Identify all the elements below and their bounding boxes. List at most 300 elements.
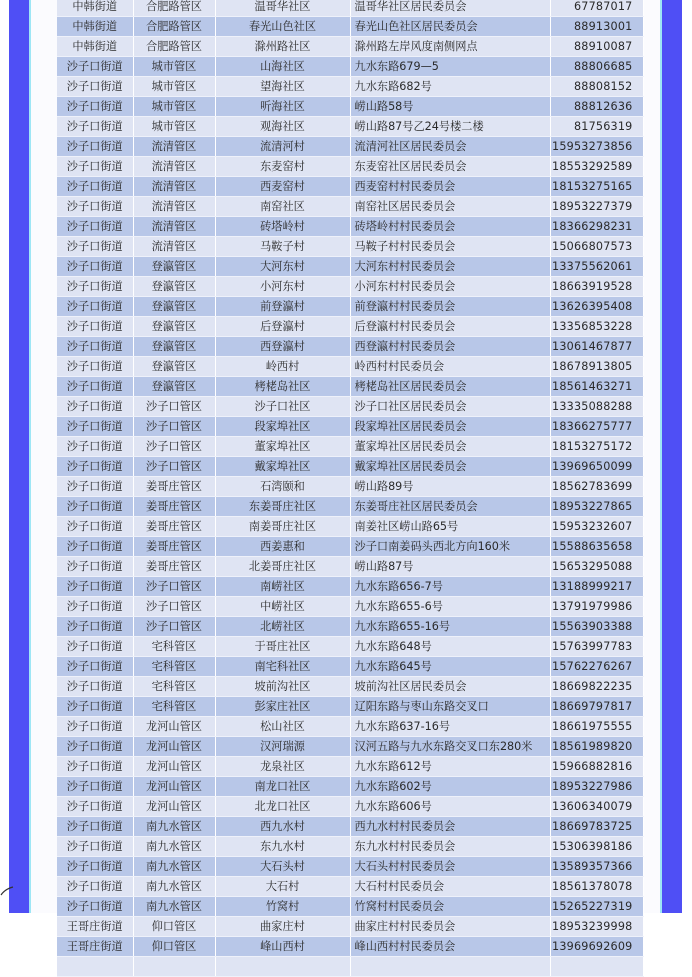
district-cell: 姜哥庄管区 bbox=[133, 497, 215, 517]
district-cell: 城市管区 bbox=[133, 117, 215, 137]
address-cell: 竹窝村村民委员会 bbox=[350, 897, 550, 917]
street-cell: 中韩街道 bbox=[57, 17, 133, 37]
phone-cell: 18553292589 bbox=[550, 157, 643, 177]
address-cell: 峰山西村村民委员会 bbox=[350, 937, 550, 957]
address-cell: 南窑社区居民委员会 bbox=[350, 197, 550, 217]
community-cell: 彭家庄社区 bbox=[215, 697, 350, 717]
table-row bbox=[57, 457, 643, 477]
district-cell: 流清管区 bbox=[133, 157, 215, 177]
phone-cell: 18366298231 bbox=[550, 217, 643, 237]
community-cell: 温哥华社区 bbox=[215, 0, 350, 17]
phone-cell: 13375562061 bbox=[550, 257, 643, 277]
left-band-edge bbox=[29, 0, 31, 913]
table-row bbox=[57, 917, 643, 937]
table-row bbox=[57, 557, 643, 577]
phone-cell: 18153275165 bbox=[550, 177, 643, 197]
table-row bbox=[57, 617, 643, 637]
district-cell: 沙子口管区 bbox=[133, 397, 215, 417]
street-cell: 沙子口街道 bbox=[57, 477, 133, 497]
table-row bbox=[57, 717, 643, 737]
district-cell: 宅科管区 bbox=[133, 697, 215, 717]
phone-cell bbox=[550, 957, 643, 977]
community-cell: 岭西村 bbox=[215, 357, 350, 377]
community-cell: 望海社区 bbox=[215, 77, 350, 97]
community-cell: 北崂社区 bbox=[215, 617, 350, 637]
table-row bbox=[57, 177, 643, 197]
district-cell: 登瀛管区 bbox=[133, 277, 215, 297]
street-cell: 沙子口街道 bbox=[57, 897, 133, 917]
district-cell: 合肥路管区 bbox=[133, 0, 215, 17]
community-cell: 南姜哥庄社区 bbox=[215, 517, 350, 537]
address-cell: 东九水村村民委员会 bbox=[350, 837, 550, 857]
table-row bbox=[57, 17, 643, 37]
table-row bbox=[57, 957, 643, 977]
district-cell: 沙子口管区 bbox=[133, 577, 215, 597]
street-cell: 沙子口街道 bbox=[57, 657, 133, 677]
address-cell: 汉河五路与九水东路交叉口东280米 bbox=[350, 737, 550, 757]
phone-cell: 15966882816 bbox=[550, 757, 643, 777]
phone-cell: 13188999217 bbox=[550, 577, 643, 597]
table-row bbox=[57, 97, 643, 117]
district-cell: 龙河山管区 bbox=[133, 777, 215, 797]
street-cell: 沙子口街道 bbox=[57, 617, 133, 637]
district-cell: 仰口管区 bbox=[133, 917, 215, 937]
address-cell: 九水东路602号 bbox=[350, 777, 550, 797]
table-row bbox=[57, 277, 643, 297]
address-cell: 大石头村村民委员会 bbox=[350, 857, 550, 877]
table-row bbox=[57, 637, 643, 657]
district-cell: 宅科管区 bbox=[133, 657, 215, 677]
phone-cell: 15953232607 bbox=[550, 517, 643, 537]
phone-cell: 13626395408 bbox=[550, 297, 643, 317]
table-row bbox=[57, 257, 643, 277]
table-row bbox=[57, 537, 643, 557]
district-cell: 南九水管区 bbox=[133, 817, 215, 837]
community-cell: 西姜惠和 bbox=[215, 537, 350, 557]
table-row bbox=[57, 837, 643, 857]
phone-cell: 88913001 bbox=[550, 17, 643, 37]
district-cell: 龙河山管区 bbox=[133, 737, 215, 757]
community-cell: 西九水村 bbox=[215, 817, 350, 837]
address-cell: 坡前沟社区居民委员会 bbox=[350, 677, 550, 697]
address-cell: 崂山路58号 bbox=[350, 97, 550, 117]
table-row bbox=[57, 337, 643, 357]
table-row bbox=[57, 157, 643, 177]
community-cell: 戴家埠社区 bbox=[215, 457, 350, 477]
district-cell: 登瀛管区 bbox=[133, 257, 215, 277]
street-cell: 沙子口街道 bbox=[57, 577, 133, 597]
street-cell: 沙子口街道 bbox=[57, 357, 133, 377]
district-cell: 流清管区 bbox=[133, 177, 215, 197]
address-cell: 春光山色社区居民委员会 bbox=[350, 17, 550, 37]
district-cell: 城市管区 bbox=[133, 57, 215, 77]
phone-cell: 13969692609 bbox=[550, 937, 643, 957]
community-cell: 西麦窑村 bbox=[215, 177, 350, 197]
table-row bbox=[57, 397, 643, 417]
address-cell: 段家埠社区居民委员会 bbox=[350, 417, 550, 437]
community-cell: 东姜哥庄社区 bbox=[215, 497, 350, 517]
address-cell: 曲家庄村村民委员会 bbox=[350, 917, 550, 937]
phone-cell: 15066807573 bbox=[550, 237, 643, 257]
address-cell: 沙子口社区居民委员会 bbox=[350, 397, 550, 417]
phone-cell: 18953227986 bbox=[550, 777, 643, 797]
address-cell: 九水东路655-16号 bbox=[350, 617, 550, 637]
street-cell: 沙子口街道 bbox=[57, 117, 133, 137]
address-cell: 西九水村村民委员会 bbox=[350, 817, 550, 837]
district-cell: 南九水管区 bbox=[133, 897, 215, 917]
community-cell: 前登瀛村 bbox=[215, 297, 350, 317]
district-cell: 城市管区 bbox=[133, 97, 215, 117]
street-cell: 沙子口街道 bbox=[57, 877, 133, 897]
community-cell: 曲家庄村 bbox=[215, 917, 350, 937]
phone-cell: 18562783699 bbox=[550, 477, 643, 497]
address-cell: 九水东路645号 bbox=[350, 657, 550, 677]
street-cell: 沙子口街道 bbox=[57, 77, 133, 97]
street-cell: 沙子口街道 bbox=[57, 557, 133, 577]
street-cell: 沙子口街道 bbox=[57, 437, 133, 457]
phone-cell: 18953227865 bbox=[550, 497, 643, 517]
street-cell: 沙子口街道 bbox=[57, 337, 133, 357]
address-cell: 滁州路左岸风度南侧网点 bbox=[350, 37, 550, 57]
address-cell: 董家埠社区居民委员会 bbox=[350, 437, 550, 457]
street-cell: 沙子口街道 bbox=[57, 157, 133, 177]
street-cell: 王哥庄街道 bbox=[57, 937, 133, 957]
street-cell: 沙子口街道 bbox=[57, 237, 133, 257]
street-cell: 沙子口街道 bbox=[57, 397, 133, 417]
community-cell: 栲栳岛社区 bbox=[215, 377, 350, 397]
table-row bbox=[57, 697, 643, 717]
street-cell: 沙子口街道 bbox=[57, 137, 133, 157]
table-row bbox=[57, 197, 643, 217]
community-cell: 大石村 bbox=[215, 877, 350, 897]
phone-cell: 88812636 bbox=[550, 97, 643, 117]
right-side-band bbox=[662, 0, 682, 913]
street-cell: 沙子口街道 bbox=[57, 697, 133, 717]
district-cell: 登瀛管区 bbox=[133, 317, 215, 337]
table-row bbox=[57, 657, 643, 677]
street-cell: 沙子口街道 bbox=[57, 197, 133, 217]
address-cell: 小河东村村民委员会 bbox=[350, 277, 550, 297]
phone-cell: 15953273856 bbox=[550, 137, 643, 157]
street-cell: 沙子口街道 bbox=[57, 637, 133, 657]
table-row bbox=[57, 77, 643, 97]
address-cell: 九水东路655-6号 bbox=[350, 597, 550, 617]
table-row bbox=[57, 817, 643, 837]
district-cell: 沙子口管区 bbox=[133, 437, 215, 457]
address-cell: 沙子口南姜码头西北方向160米 bbox=[350, 537, 550, 557]
address-cell: 马鞍子村村民委员会 bbox=[350, 237, 550, 257]
street-cell: 沙子口街道 bbox=[57, 537, 133, 557]
phone-cell: 18669783725 bbox=[550, 817, 643, 837]
street-cell: 中韩街道 bbox=[57, 37, 133, 57]
table-row bbox=[57, 297, 643, 317]
phone-cell: 18561463271 bbox=[550, 377, 643, 397]
community-cell: 坡前沟社区 bbox=[215, 677, 350, 697]
phone-cell: 18366275777 bbox=[550, 417, 643, 437]
community-cell: 中崂社区 bbox=[215, 597, 350, 617]
community-cell: 竹窝村 bbox=[215, 897, 350, 917]
phone-cell: 13969650099 bbox=[550, 457, 643, 477]
phone-cell: 18669797817 bbox=[550, 697, 643, 717]
street-cell: 沙子口街道 bbox=[57, 257, 133, 277]
table-row bbox=[57, 777, 643, 797]
address-cell: 西登瀛村村民委员会 bbox=[350, 337, 550, 357]
address-cell: 东姜哥庄社区居民委员会 bbox=[350, 497, 550, 517]
table-row bbox=[57, 317, 643, 337]
street-cell: 王哥庄街道 bbox=[57, 917, 133, 937]
district-cell: 宅科管区 bbox=[133, 677, 215, 697]
table-row bbox=[57, 357, 643, 377]
address-cell: 岭西村村民委员会 bbox=[350, 357, 550, 377]
street-cell: 沙子口街道 bbox=[57, 517, 133, 537]
community-contact-table bbox=[57, 0, 644, 977]
address-cell: 后登瀛村村民委员会 bbox=[350, 317, 550, 337]
community-cell: 龙泉社区 bbox=[215, 757, 350, 777]
street-cell: 沙子口街道 bbox=[57, 57, 133, 77]
community-cell: 石湾颐和 bbox=[215, 477, 350, 497]
district-cell: 沙子口管区 bbox=[133, 617, 215, 637]
address-cell: 九水东路682号 bbox=[350, 77, 550, 97]
address-cell: 东麦窑社区居民委员会 bbox=[350, 157, 550, 177]
district-cell: 沙子口管区 bbox=[133, 597, 215, 617]
community-cell: 西登瀛村 bbox=[215, 337, 350, 357]
address-cell: 崂山路89号 bbox=[350, 477, 550, 497]
table-row bbox=[57, 897, 643, 917]
phone-cell: 67787017 bbox=[550, 0, 643, 17]
district-cell: 登瀛管区 bbox=[133, 297, 215, 317]
community-cell: 南龙口社区 bbox=[215, 777, 350, 797]
district-cell: 仰口管区 bbox=[133, 937, 215, 957]
street-cell: 沙子口街道 bbox=[57, 297, 133, 317]
street-cell: 沙子口街道 bbox=[57, 797, 133, 817]
table-row bbox=[57, 437, 643, 457]
phone-cell: 18561989820 bbox=[550, 737, 643, 757]
community-cell: 观海社区 bbox=[215, 117, 350, 137]
table-row bbox=[57, 237, 643, 257]
phone-cell: 18678913805 bbox=[550, 357, 643, 377]
address-cell: 大河东村村民委员会 bbox=[350, 257, 550, 277]
community-cell: 马鞍子村 bbox=[215, 237, 350, 257]
phone-cell: 15763997783 bbox=[550, 637, 643, 657]
street-cell: 沙子口街道 bbox=[57, 417, 133, 437]
community-cell: 松山社区 bbox=[215, 717, 350, 737]
phone-cell: 18953227379 bbox=[550, 197, 643, 217]
community-cell: 后登瀛村 bbox=[215, 317, 350, 337]
table-row bbox=[57, 117, 643, 137]
table-body bbox=[57, 0, 643, 977]
district-cell: 合肥路管区 bbox=[133, 17, 215, 37]
community-cell: 峰山西村 bbox=[215, 937, 350, 957]
phone-cell: 18153275172 bbox=[550, 437, 643, 457]
street-cell: 沙子口街道 bbox=[57, 737, 133, 757]
address-cell: 九水东路648号 bbox=[350, 637, 550, 657]
phone-cell: 13356853228 bbox=[550, 317, 643, 337]
community-cell: 春光山色社区 bbox=[215, 17, 350, 37]
street-cell: 沙子口街道 bbox=[57, 377, 133, 397]
district-cell: 宅科管区 bbox=[133, 637, 215, 657]
community-cell: 听海社区 bbox=[215, 97, 350, 117]
district-cell: 流清管区 bbox=[133, 237, 215, 257]
community-cell: 北龙口社区 bbox=[215, 797, 350, 817]
district-cell: 登瀛管区 bbox=[133, 337, 215, 357]
contact-table-container bbox=[57, 0, 643, 977]
community-cell: 董家埠社区 bbox=[215, 437, 350, 457]
address-cell: 九水东路679—5 bbox=[350, 57, 550, 77]
community-cell: 汉河瑞源 bbox=[215, 737, 350, 757]
district-cell: 姜哥庄管区 bbox=[133, 557, 215, 577]
table-row bbox=[57, 0, 643, 17]
phone-cell: 15653295088 bbox=[550, 557, 643, 577]
phone-cell: 18561378078 bbox=[550, 877, 643, 897]
table-row bbox=[57, 57, 643, 77]
table-row bbox=[57, 737, 643, 757]
phone-cell: 13589357366 bbox=[550, 857, 643, 877]
table-row bbox=[57, 417, 643, 437]
address-cell: 九水东路637-16号 bbox=[350, 717, 550, 737]
address-cell: 九水东路612号 bbox=[350, 757, 550, 777]
community-cell: 段家埠社区 bbox=[215, 417, 350, 437]
phone-cell: 18669822235 bbox=[550, 677, 643, 697]
address-cell: 戴家埠社区居民委员会 bbox=[350, 457, 550, 477]
table-row bbox=[57, 37, 643, 57]
address-cell: 大石村村民委员会 bbox=[350, 877, 550, 897]
left-side-band bbox=[9, 0, 29, 913]
table-row bbox=[57, 597, 643, 617]
phone-cell: 18661975555 bbox=[550, 717, 643, 737]
district-cell: 龙河山管区 bbox=[133, 797, 215, 817]
phone-cell: 88808152 bbox=[550, 77, 643, 97]
street-cell: 沙子口街道 bbox=[57, 817, 133, 837]
table-row bbox=[57, 517, 643, 537]
street-cell: 中韩街道 bbox=[57, 0, 133, 17]
street-cell: 沙子口街道 bbox=[57, 217, 133, 237]
community-cell: 东麦窑村 bbox=[215, 157, 350, 177]
district-cell: 南九水管区 bbox=[133, 857, 215, 877]
street-cell: 沙子口街道 bbox=[57, 497, 133, 517]
address-cell: 辽阳东路与枣山东路交叉口 bbox=[350, 697, 550, 717]
pen-stroke-mark bbox=[0, 886, 14, 896]
street-cell: 沙子口街道 bbox=[57, 717, 133, 737]
community-cell: 于哥庄社区 bbox=[215, 637, 350, 657]
phone-cell: 15306398186 bbox=[550, 837, 643, 857]
community-cell: 南崂社区 bbox=[215, 577, 350, 597]
table-row bbox=[57, 677, 643, 697]
address-cell: 南姜社区崂山路65号 bbox=[350, 517, 550, 537]
street-cell: 沙子口街道 bbox=[57, 177, 133, 197]
phone-cell: 15588635658 bbox=[550, 537, 643, 557]
address-cell: 九水东路656-7号 bbox=[350, 577, 550, 597]
address-cell: 砖塔岭村村民委员会 bbox=[350, 217, 550, 237]
address-cell: 崂山路87号 bbox=[350, 557, 550, 577]
district-cell: 南九水管区 bbox=[133, 837, 215, 857]
district-cell: 姜哥庄管区 bbox=[133, 477, 215, 497]
address-cell: 栲栳岛社区居民委员会 bbox=[350, 377, 550, 397]
phone-cell: 81756319 bbox=[550, 117, 643, 137]
phone-cell: 88910087 bbox=[550, 37, 643, 57]
table-row bbox=[57, 497, 643, 517]
phone-cell: 13061467877 bbox=[550, 337, 643, 357]
street-cell: 沙子口街道 bbox=[57, 677, 133, 697]
phone-cell: 13335088288 bbox=[550, 397, 643, 417]
district-cell: 流清管区 bbox=[133, 137, 215, 157]
table-row bbox=[57, 857, 643, 877]
community-cell: 流清河村 bbox=[215, 137, 350, 157]
community-cell bbox=[215, 957, 350, 977]
street-cell: 沙子口街道 bbox=[57, 777, 133, 797]
street-cell: 沙子口街道 bbox=[57, 457, 133, 477]
community-cell: 沙子口社区 bbox=[215, 397, 350, 417]
district-cell: 登瀛管区 bbox=[133, 357, 215, 377]
district-cell: 南九水管区 bbox=[133, 877, 215, 897]
address-cell: 崂山路87号乙24号楼二楼 bbox=[350, 117, 550, 137]
table-row bbox=[57, 937, 643, 957]
street-cell: 沙子口街道 bbox=[57, 597, 133, 617]
community-cell: 滁州路社区 bbox=[215, 37, 350, 57]
district-cell: 龙河山管区 bbox=[133, 757, 215, 777]
community-cell: 小河东村 bbox=[215, 277, 350, 297]
address-cell: 西麦窑村村民委员会 bbox=[350, 177, 550, 197]
street-cell: 沙子口街道 bbox=[57, 97, 133, 117]
phone-cell: 13606340079 bbox=[550, 797, 643, 817]
community-cell: 大石头村 bbox=[215, 857, 350, 877]
community-cell: 北姜哥庄社区 bbox=[215, 557, 350, 577]
community-cell: 南窑社区 bbox=[215, 197, 350, 217]
address-cell bbox=[350, 957, 550, 977]
community-cell: 大河东村 bbox=[215, 257, 350, 277]
street-cell: 沙子口街道 bbox=[57, 317, 133, 337]
table-row bbox=[57, 877, 643, 897]
district-cell: 姜哥庄管区 bbox=[133, 517, 215, 537]
address-cell: 温哥华社区居民委员会 bbox=[350, 0, 550, 17]
table-row bbox=[57, 217, 643, 237]
district-cell: 龙河山管区 bbox=[133, 717, 215, 737]
district-cell bbox=[133, 957, 215, 977]
street-cell: 沙子口街道 bbox=[57, 757, 133, 777]
district-cell: 合肥路管区 bbox=[133, 37, 215, 57]
community-cell: 山海社区 bbox=[215, 57, 350, 77]
address-cell: 九水东路606号 bbox=[350, 797, 550, 817]
table-row bbox=[57, 137, 643, 157]
street-cell bbox=[57, 957, 133, 977]
street-cell: 沙子口街道 bbox=[57, 277, 133, 297]
district-cell: 沙子口管区 bbox=[133, 457, 215, 477]
community-cell: 东九水村 bbox=[215, 837, 350, 857]
district-cell: 流清管区 bbox=[133, 197, 215, 217]
address-cell: 前登瀛村村民委员会 bbox=[350, 297, 550, 317]
phone-cell: 15563903388 bbox=[550, 617, 643, 637]
table-row bbox=[57, 757, 643, 777]
district-cell: 城市管区 bbox=[133, 77, 215, 97]
table-row bbox=[57, 797, 643, 817]
street-cell: 沙子口街道 bbox=[57, 837, 133, 857]
district-cell: 流清管区 bbox=[133, 217, 215, 237]
phone-cell: 18663919528 bbox=[550, 277, 643, 297]
table-row bbox=[57, 577, 643, 597]
phone-cell: 88806685 bbox=[550, 57, 643, 77]
table-row bbox=[57, 477, 643, 497]
street-cell: 沙子口街道 bbox=[57, 857, 133, 877]
table-row bbox=[57, 377, 643, 397]
phone-cell: 15265227319 bbox=[550, 897, 643, 917]
phone-cell: 15762276267 bbox=[550, 657, 643, 677]
address-cell: 流清河社区居民委员会 bbox=[350, 137, 550, 157]
phone-cell: 13791979986 bbox=[550, 597, 643, 617]
community-cell: 砖塔岭村 bbox=[215, 217, 350, 237]
phone-cell: 18953239998 bbox=[550, 917, 643, 937]
district-cell: 姜哥庄管区 bbox=[133, 537, 215, 557]
community-cell: 南宅科社区 bbox=[215, 657, 350, 677]
district-cell: 登瀛管区 bbox=[133, 377, 215, 397]
